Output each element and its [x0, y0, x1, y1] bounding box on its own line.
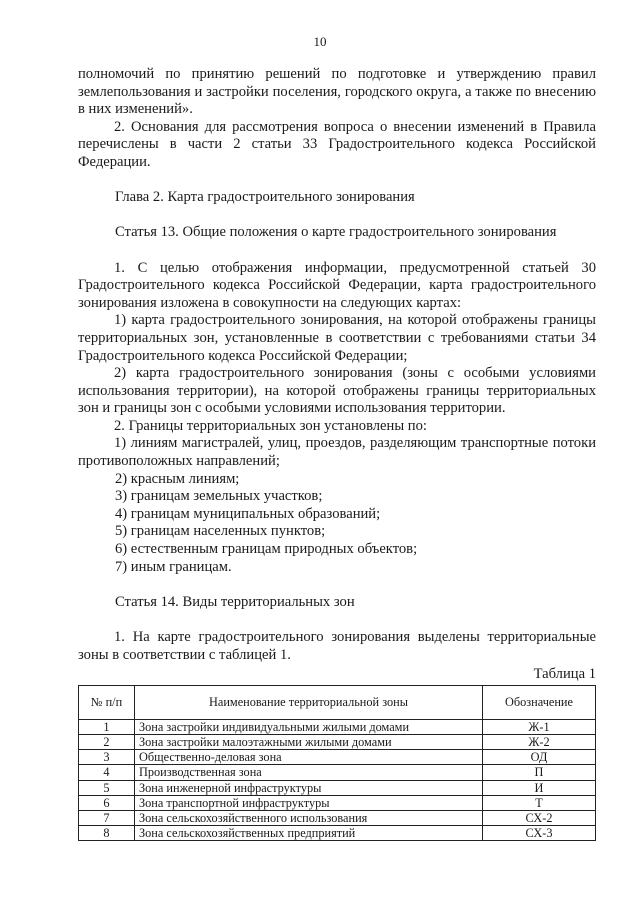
table-row [79, 719, 596, 734]
cell-zone-name: Зона транспортной инфраструктуры [135, 795, 483, 810]
cell-number: 8 [79, 826, 135, 841]
cell-number: 7 [79, 811, 135, 826]
article-13-paragraph-1: 1. С целью отображения информации, предусмотренной статьей 30 Градостроительного кодекса Российской Федерации, карта градостроительного зонирования изложена в совокупности на следующих картах: [78, 259, 596, 311]
article-13-item-2: 2) карта градостроительного зонирования (зоны с особыми условиями использования территории), на которой отображены границы территориальных зон и границы зон с особыми условиями использования территории. [78, 365, 596, 417]
article-13-item-1: 1) карта градостроительного зонирования, на которой отображены границы территориальных зон, установленные в соответствии с требованиями статьи 34 Градостроительного кодекса Российской Федерации; [78, 312, 596, 364]
zones-table [78, 685, 596, 842]
article-13-paragraph-2: 2. Границы территориальных зон установлены по: [114, 417, 427, 434]
cell-zone-name: Зона застройки индивидуальными жилыми домами [135, 719, 483, 734]
cell-number: 5 [79, 780, 135, 795]
cell-zone-name: Общественно-деловая зона [135, 750, 483, 765]
table-row [79, 811, 596, 826]
table-row [79, 750, 596, 765]
document-body [78, 66, 596, 841]
cell-number: 1 [79, 719, 135, 734]
cell-designation: СХ-2 [483, 811, 596, 826]
table-caption: Таблица 1 [533, 666, 596, 683]
header-designation: Обозначение [483, 685, 596, 719]
table-row [79, 734, 596, 749]
cell-number: 3 [79, 750, 135, 765]
border-item: 6) естественным границам природных объектов; [115, 541, 418, 558]
header-zone-name: Наименование территориальной зоны [135, 685, 483, 719]
table-header-row [79, 685, 596, 719]
cell-zone-name: Зона сельскохозяйственного использования [135, 811, 483, 826]
border-item: 3) границам земельных участков; [115, 488, 323, 505]
paragraph-2: 2. Основания для рассмотрения вопроса о внесении изменений в Правила перечислены в части 2 статьи 33 Градостроительного кодекса Российской Федерации. [78, 118, 596, 170]
cell-zone-name: Зона застройки малоэтажными жилыми домами [135, 734, 483, 749]
border-item: 2) красным линиям; [115, 470, 240, 487]
table-row [79, 795, 596, 810]
cell-designation: СХ-3 [483, 826, 596, 841]
cell-number: 6 [79, 795, 135, 810]
cell-number: 4 [79, 765, 135, 780]
article-13-heading: Статья 13. Общие положения о карте градостроительного зонирования [115, 224, 557, 241]
cell-designation: ОД [483, 750, 596, 765]
cell-designation: Ж-2 [483, 734, 596, 749]
cell-zone-name: Производственная зона [135, 765, 483, 780]
table-row [79, 780, 596, 795]
cell-number: 2 [79, 734, 135, 749]
cell-designation: И [483, 780, 596, 795]
cell-zone-name: Зона инженерной инфраструктуры [135, 780, 483, 795]
border-item: 7) иным границам. [115, 558, 232, 575]
page-number: 10 [313, 34, 327, 49]
header-number: № п/п [79, 685, 135, 719]
border-item: 4) границам муниципальных образований; [115, 505, 381, 522]
table-row [79, 826, 596, 841]
cell-zone-name: Зона сельскохозяйственных предприятий [135, 826, 483, 841]
article-14-paragraph-1: 1. На карте градостроительного зонирования выделены территориальные зоны в соответствии с таблицей 1. [78, 629, 596, 663]
table-row [79, 765, 596, 780]
border-item: 1) линиям магистралей, улиц, проездов, разделяющим транспортные потоки противоположных направлений; [78, 435, 596, 470]
border-item: 5) границам населенных пунктов; [115, 523, 326, 540]
paragraph-intro: полномочий по принятию решений по подготовке и утверждению правил землепользования и застройки поселения, городского округа, а также по внесению в них изменений». [78, 66, 596, 118]
cell-designation: Т [483, 795, 596, 810]
cell-designation: П [483, 765, 596, 780]
article-14-heading: Статья 14. Виды территориальных зон [115, 593, 355, 610]
cell-designation: Ж-1 [483, 719, 596, 734]
chapter-2-heading: Глава 2. Карта градостроительного зонирования [115, 189, 415, 206]
